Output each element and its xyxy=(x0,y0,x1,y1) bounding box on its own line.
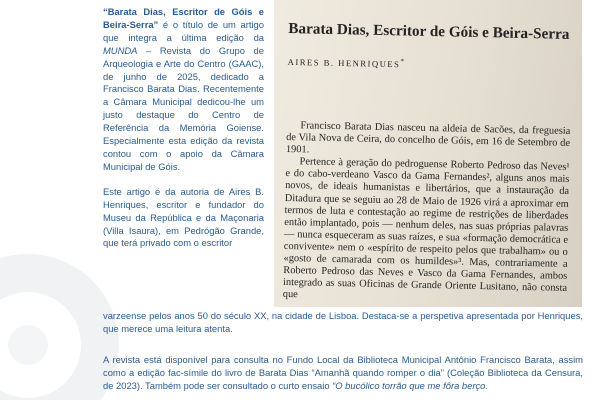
article-title-quote: “Barata Dias, Escritor de Góis e Beira-Serra” xyxy=(103,6,264,30)
closing-body: A revista está disponível para consulta no Fundo Local da Biblioteca Municipal Antônio Francisco Barata, assim como a edição fac-símile do livro de Barata Dias “Amanhã quando romper o dia” (Coleção Biblioteca da Censura, de 2023). Também pode ser consultado o curto ensaio xyxy=(103,354,583,391)
photo-author-mark: * xyxy=(400,57,406,66)
photo-article-author xyxy=(288,55,406,69)
munda-name: MUNDA xyxy=(103,44,138,56)
closing-text xyxy=(103,354,583,393)
photo-paragraph-2: Pertence à geração do pedroguense Roberto Pedroso das Neves¹ e do cabo-verdeano Vasco da Gama Fernandes², alguns anos mais novos, de ideais humanistas e libertários, que a instauração da Ditadura que se seguiu ao 28 de Maio de 1926 virá a aproximar em termos de luta e contestação ao regime de restrições de liberdades então implantado, pois — nenhum deles, nas suas próprias palavras — nunca esqueceram as suas raízes, e sua «formação democrática e convivente» nem o «espírito de respeito pelos que trabalham» ou o «gosto de camarada com os humildes»³. Mas, contrariamente a Roberto Pedroso das Neves e Vasco da Gama Fernandes, ambos integrado as suas Oficinas de Grande Oriente Lusitano, não consta que xyxy=(282,156,570,301)
magazine-photo xyxy=(274,0,582,307)
photo-author-name: AIRES B. HENRIQUES xyxy=(287,56,401,70)
text-column xyxy=(103,6,264,262)
intro-text-1: é o título de um artigo que integra a última edição da xyxy=(103,18,264,43)
author-paragraph-end-text: varzeense pelos anos 50 do século XX, na cidade de Lisboa. Destaca-se a perspetiva apresentada por Henriques, que merece uma leitura atenta. xyxy=(103,310,583,334)
author-paragraph-start: Este artigo é da autoria de Aires B. Henriques, escritor e fundador do Museu da República e da Maçonaria (Villa Isaura), em Pedrógão Grande, que terá privado com o escritor xyxy=(103,185,264,249)
intro-text-2: – Revista do Grupo de Arqueologia e Arte do Centro (GAAC), de junho de 2025, dedicado a Francisco Barata Dias. Recentemente a Câmara Municipal dedicou-lhe um justo destaque do Centro de Referência da Memória Goiense. Especialmente esta edição da revista contou com o apoio da Câmara Municipal de Góis. xyxy=(103,44,264,172)
photo-article-title: Barata Dias, Escritor de Góis e Beira-Serra xyxy=(288,19,570,43)
intro-paragraph xyxy=(103,6,264,174)
author-paragraph-end xyxy=(103,310,583,336)
closing-paragraph xyxy=(103,354,583,393)
photo-paragraph-1: Francisco Barata Dias nasceu na aldeia de Sacões, da freguesia de Vila Nova de Ceira, do concelho de Góis, em 16 de Setembro de 1901. xyxy=(285,120,571,156)
essay-title: “O bucólico torrão que me fôra berço. xyxy=(332,379,488,391)
photo-article-body xyxy=(283,120,571,307)
magazine-page xyxy=(282,0,582,307)
